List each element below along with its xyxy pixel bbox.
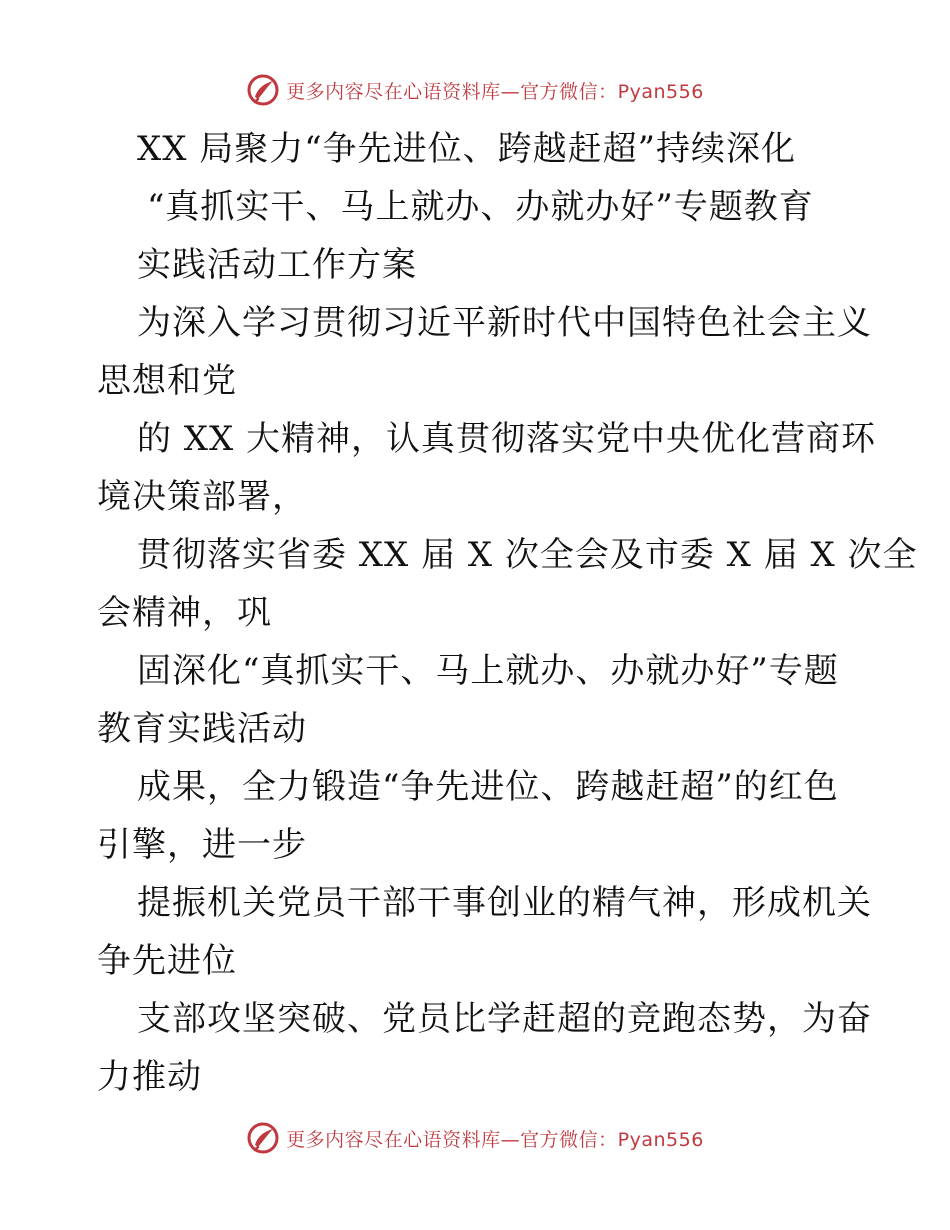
paragraph-line: 贯彻落实省委 XX 届 X 次全会及市委 X 届 X 次全 (137, 535, 918, 575)
paragraph-line: 境决策部署， (97, 477, 307, 517)
title-line-2: “真抓实干、马上就办、办就办好”专题教育 (147, 187, 814, 227)
title-line-1: XX 局聚力“争先进位、跨越赶超”持续深化 (137, 129, 796, 169)
paragraph-line: 固深化“真抓实干、马上就办、办就办好”专题 (137, 651, 839, 691)
watermark-group (246, 73, 704, 107)
document-body (97, 120, 918, 1106)
paragraph-line: 教育实践活动 (97, 709, 307, 749)
footer-watermark (0, 1118, 950, 1158)
paragraph-line: 为深入学习贯彻习近平新时代中国特色社会主义 (137, 303, 872, 343)
watermark-text: 更多内容尽在心语资料库—官方微信：Pyan556 (286, 1128, 704, 1151)
paragraph-line: 力推动 (97, 1057, 202, 1097)
watermark-text: 更多内容尽在心语资料库—官方微信：Pyan556 (286, 80, 704, 103)
paragraph-line: 会精神，巩 (97, 593, 272, 633)
paragraph-line: 思想和党 (97, 361, 237, 401)
paragraph-line: 的 XX 大精神，认真贯彻落实党中央优化营商环 (137, 419, 877, 459)
paragraph-line: 争先进位 (97, 941, 237, 981)
header-watermark (0, 70, 950, 110)
logo-icon (246, 1121, 280, 1155)
watermark-group (246, 1121, 704, 1155)
paragraph-line: 引擎，进一步 (97, 825, 307, 865)
logo-icon (246, 73, 280, 107)
paragraph-line: 成果，全力锻造“争先进位、跨越赶超”的红色 (137, 767, 839, 807)
paragraph-line: 支部攻坚突破、党员比学赶超的竞跑态势，为奋 (137, 999, 872, 1039)
paragraph-line: 提振机关党员干部干事创业的精气神，形成机关 (137, 883, 872, 923)
title-line-3: 实践活动工作方案 (137, 245, 417, 285)
